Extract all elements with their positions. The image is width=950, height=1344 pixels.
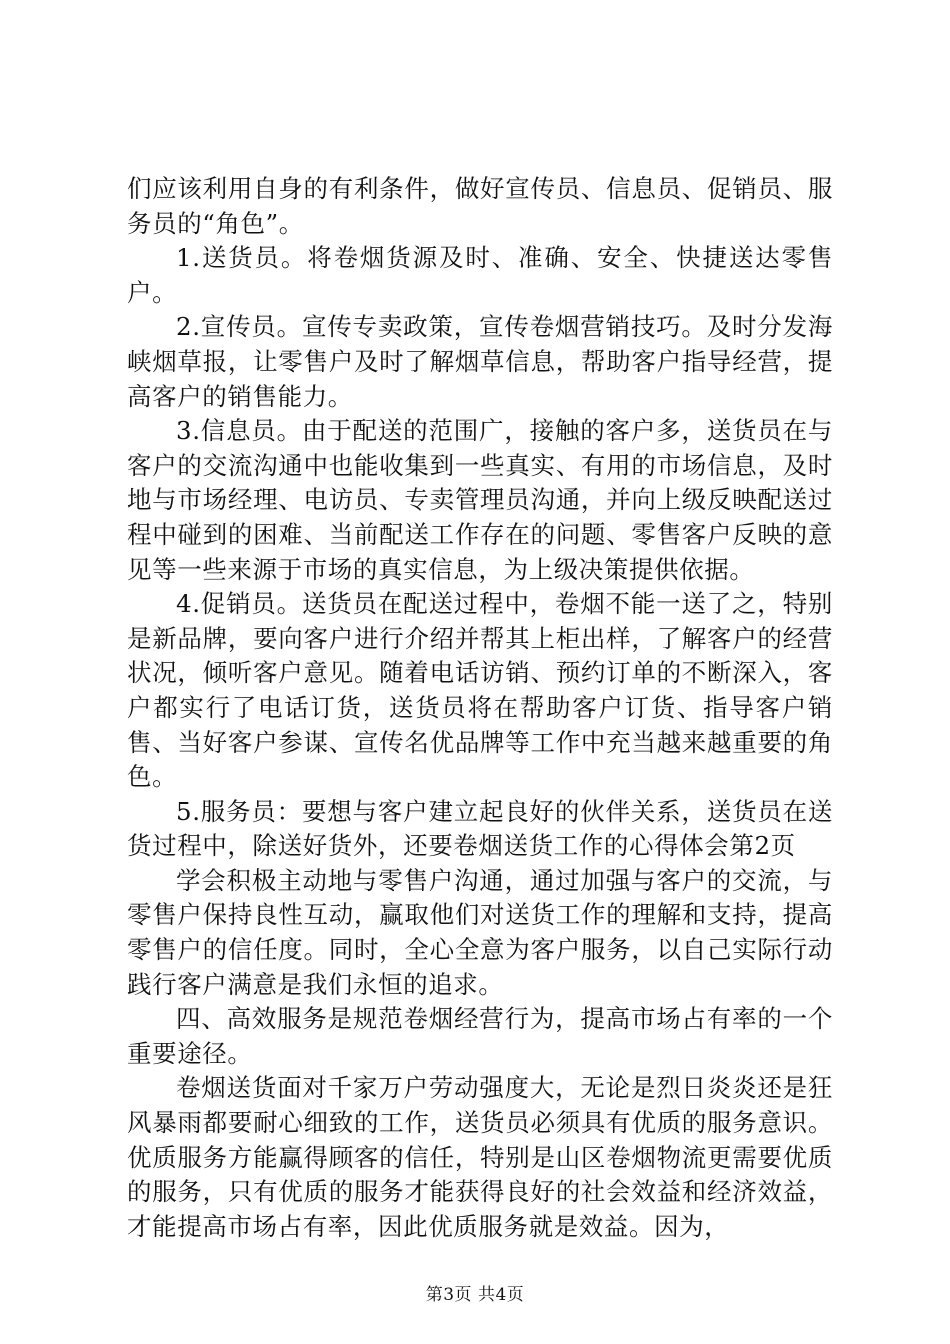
paragraph-delivery-role: 1.送货员。将卷烟货源及时、准确、安全、快捷送达零售户。 — [127, 243, 833, 307]
page-footer: 第3页 共4页 — [425, 1285, 525, 1305]
paragraph-section-four-heading: 四、高效服务是规范卷烟经营行为，提高市场占有率的一个重要途径。 — [127, 1004, 833, 1068]
paragraph-service-role: 5.服务员：要想与客户建立起良好的伙伴关系，送货员在送货过程中，除送好货外，还要卷烟送货工作的心得体会第2页 — [127, 796, 833, 861]
paragraph-communication: 学会积极主动地与零售户沟通，通过加强与客户的交流，与零售户保持良性互动，赢取他们对送货工作的理解和支持，提高零售户的信任度。同时，全心全意为客户服务，以自己实际行动践行客户满意是我们永恒的追求。 — [127, 865, 833, 999]
paragraph-promotion-role: 4.促销员。送货员在配送过程中，卷烟不能一送了之，特别是新品牌，要向客户进行介绍并帮其上柜出样，了解客户的经营状况，倾听客户意见。随着电话访销、预约订单的不断深入，客户都实行了电话订货，送货员将在帮助客户订货、指导客户销售、当好客户参谋、宣传名优品牌等工作中充当越来越重要的角色。 — [127, 589, 833, 792]
paragraph-continuation: 们应该利用自身的有利条件，做好宣传员、信息员、促销员、服务员的“角色”。 — [127, 174, 833, 238]
paragraph-publicity-role: 2.宣传员。宣传专卖政策，宣传卷烟营销技巧。及时分发海峡烟草报，让零售户及时了解烟草信息，帮助客户指导经营，提高客户的销售能力。 — [127, 312, 833, 411]
paragraph-quality-service: 卷烟送货面对千家万户劳动强度大，无论是烈日炎炎还是狂风暴雨都要耐心细致的工作，送货员必须具有优质的服务意识。优质服务方能赢得顾客的信任，特别是山区卷烟物流更需要优质的服务，只有优质的服务才能获得良好的社会效益和经济效益，才能提高市场占有率，因此优质服务就是效益。因为， — [127, 1073, 833, 1241]
paragraph-information-role: 3.信息员。由于配送的范围广，接触的客户多，送货员在与客户的交流沟通中也能收集到一些真实、有用的市场信息，及时地与市场经理、电访员、专卖管理员沟通，并向上级反映配送过程中碰到的困难、当前配送工作存在的问题、零售客户反映的意见等一些来源于市场的真实信息，为上级决策提供依据。 — [127, 416, 833, 584]
document-body — [127, 172, 833, 1244]
